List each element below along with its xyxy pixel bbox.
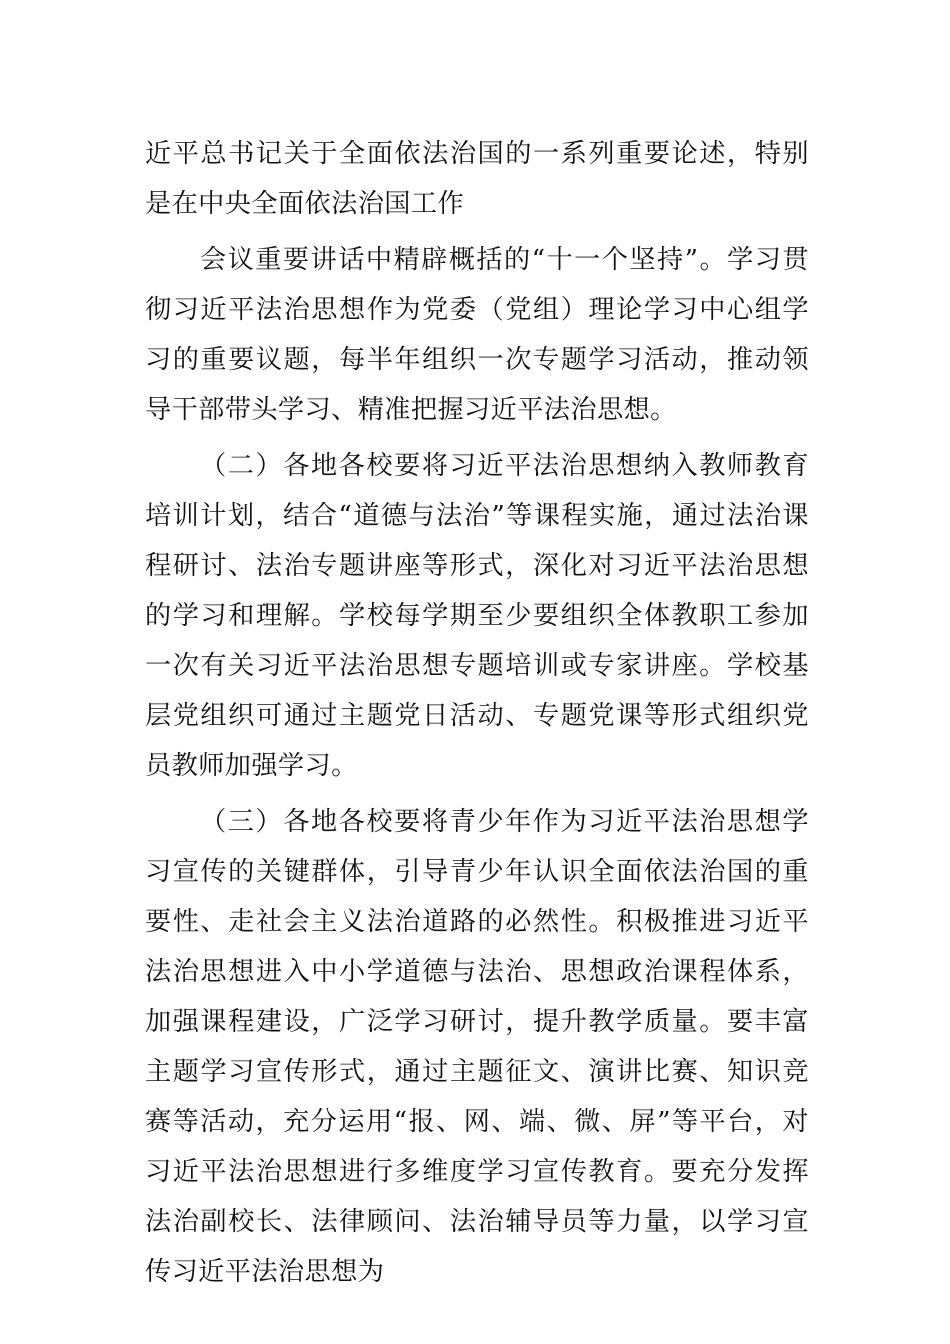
document-body [145, 129, 809, 1297]
paragraph-continued: 近平总书记关于全面依法治国的一系列重要论述，特别是在中央全面依法治国工作 [145, 139, 809, 219]
paragraph-section-three: （三）各地各校要将青少年作为习近平法治思想学习宣传的关键群体，引导青少年认识全面依法治国的重要性、走社会主义法治道路的必然性。积极推进习近平法治思想进入中小学道德与法治、思想政治课程体系，加强课程建设，广泛学习研讨，提升教学质量。要丰富主题学习宣传形式，通过主题征文、演讲比赛、知识竞赛等活动，充分运用“报、网、端、微、屏”等平台，对习近平法治思想进行多维度学习宣传教育。要充分发挥法治副校长、法律顾问、法治辅导员等力量，以学习宣传习近平法治思想为 [145, 807, 809, 1287]
paragraph-section-two: （二）各地各校要将习近平法治思想纳入教师教育培训计划，结合“道德与法治”等课程实施，通过法治课程研讨、法治专题讲座等形式，深化对习近平法治思想的学习和理解。学校每学期至少要组织全体教职工参加一次有关习近平法治思想专题培训或专家讲座。学校基层党组织可通过主题党日活动、专题党课等形式组织党员教师加强学习。 [145, 451, 809, 781]
paragraph-meeting-speech: 会议重要讲话中精辟概括的“十一个坚持”。学习贯彻习近平法治思想作为党委（党组）理论学习中心组学习的重要议题，每半年组织一次专题学习活动，推动领导干部带头学习、精准把握习近平法治思想。 [145, 245, 809, 425]
